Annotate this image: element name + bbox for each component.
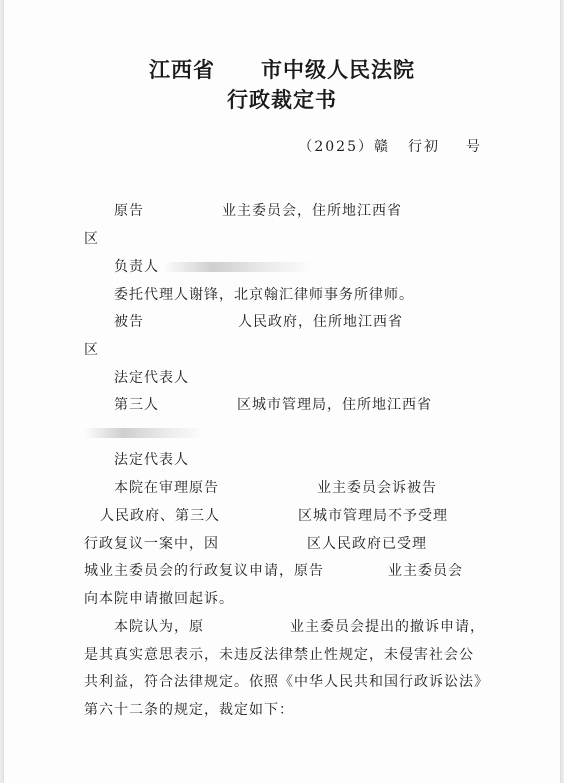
body1-h: 业主委员会 [388, 563, 463, 579]
body1-line2 [100, 506, 448, 526]
agent-line: 委托代理人谢锋，北京翰汇律师事务所律师。 [114, 287, 414, 303]
plaintiff-text: 业主委员会，住所地江西省 [222, 203, 402, 219]
body1-f: 区人民政府已受理 [307, 536, 427, 552]
defendant-line-2 [84, 340, 99, 360]
plaintiff-district: 区 [84, 231, 99, 247]
redaction-mark [84, 428, 204, 438]
title-province: 江西省 [149, 58, 215, 82]
legal-rep-line-2: 法定代表人 [114, 452, 189, 468]
body1-line5: 向本院申请撤回起诉。 [84, 591, 234, 607]
body1-line4 [84, 561, 463, 581]
case-number [298, 136, 482, 156]
body1-line3 [84, 534, 427, 554]
title-court: 市中级人民法院 [261, 58, 415, 82]
defendant-text: 人民政府，住所地江西省 [238, 314, 403, 330]
plaintiff-line-2 [84, 229, 99, 249]
body2-line2: 是其真实意思表示，未违反法律禁止性规定，未侵害社会公 [84, 647, 474, 663]
case-number-prefix: （2025）赣 [298, 139, 390, 155]
third-party-line-2 [84, 423, 204, 443]
third-party-text: 区城市管理局，住所地江西省 [237, 397, 432, 413]
body1-c: 人民政府、第三人 [100, 508, 220, 524]
redaction-mark [163, 262, 313, 272]
court-name-title [4, 54, 560, 84]
body2-a: 本院认为，原 [114, 619, 204, 635]
body1-e: 行政复议一案中，因 [84, 536, 219, 552]
third-party-line [114, 395, 432, 415]
third-party-label: 第三人 [114, 397, 159, 413]
plaintiff-line [114, 201, 402, 221]
body2-line3: 共利益，符合法律规定。依照《中华人民共和国行政诉讼法》 [84, 674, 489, 690]
body2-line1 [114, 617, 485, 637]
body1-b: 业主委员会诉被告 [317, 480, 437, 496]
responsible-person-line [114, 257, 313, 277]
case-number-suffix: 号 [466, 139, 482, 155]
document-type-title: 行政裁定书 [227, 88, 337, 112]
body2-line4: 第六十二条的规定，裁定如下： [84, 702, 294, 718]
defendant-line [114, 312, 403, 332]
body1-d: 区城市管理局不予受理 [298, 508, 448, 524]
document-page [4, 0, 560, 783]
body1-line1 [114, 478, 437, 498]
legal-rep-line-1: 法定代表人 [114, 370, 189, 386]
case-number-middle: 行初 [408, 139, 440, 155]
defendant-district: 区 [84, 342, 99, 358]
body2-b: 业主委员会提出的撤诉申请， [290, 619, 485, 635]
responsible-person-label: 负责人 [114, 259, 159, 275]
body1-g: 城业主委员会的行政复议申请，原告 [84, 563, 324, 579]
plaintiff-label: 原告 [114, 203, 144, 219]
defendant-label: 被告 [114, 314, 144, 330]
body1-a: 本院在审理原告 [114, 480, 219, 496]
